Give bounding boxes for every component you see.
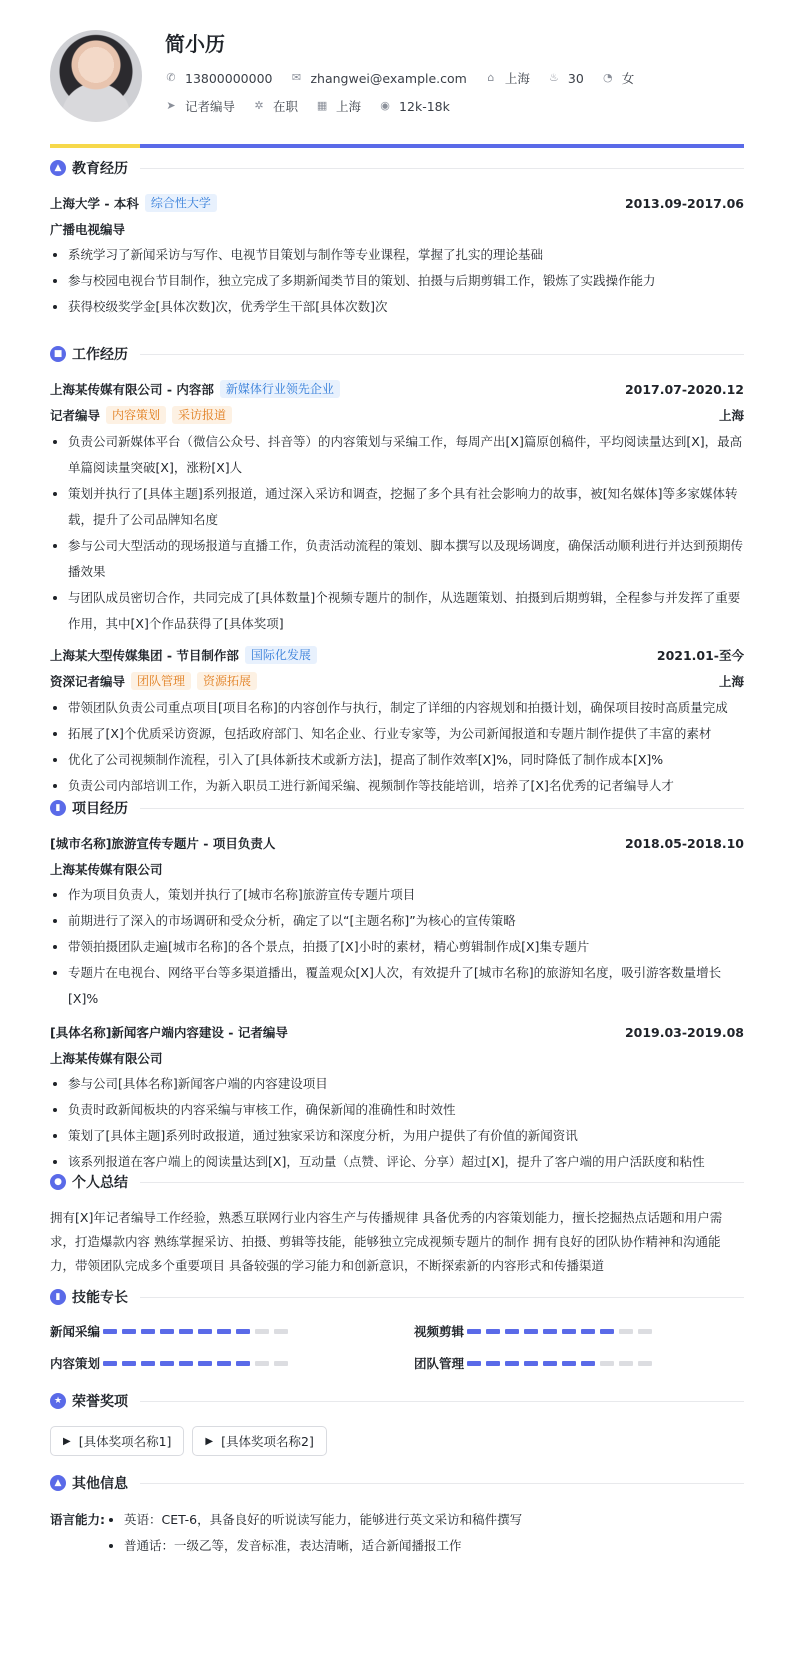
phone-text: 13800000000 xyxy=(185,70,273,86)
job-intent-row xyxy=(165,97,468,115)
skill-name: 视频剪辑 xyxy=(414,1324,465,1339)
user-icon: ● xyxy=(50,1174,66,1190)
skill-level-segment xyxy=(505,1361,519,1366)
status-text: 在职 xyxy=(273,99,299,114)
project-name: [具体名称]新闻客户端内容建设 - 记者编导 xyxy=(50,1025,288,1040)
skill-level-segment xyxy=(160,1329,174,1334)
skill-level-segment xyxy=(179,1329,193,1334)
list-item: 普通话：一级乙等，发音标准，表达清晰，适合新闻播报工作 xyxy=(106,1533,522,1559)
project-entry-head xyxy=(50,1022,744,1042)
other-info-section xyxy=(50,1473,744,1559)
section-header xyxy=(50,158,744,178)
company-text: 上海某大型传媒集团 - 节目制作部 xyxy=(50,648,239,663)
target-city-item xyxy=(316,97,361,115)
list-item: 英语：CET-6，具备良好的听说读写能力，能够进行英文采访和稿件撰写 xyxy=(106,1507,522,1533)
education-bullets xyxy=(50,242,744,320)
award-item[interactable] xyxy=(50,1426,184,1456)
job-bullets xyxy=(50,695,744,799)
role-tag: 内容策划 xyxy=(106,406,166,424)
section-divider xyxy=(140,1297,744,1298)
skill-level-segment xyxy=(562,1361,576,1366)
send-icon: ➤ xyxy=(166,99,176,112)
play-icon: ▶ xyxy=(205,1435,214,1447)
skill-level-segment xyxy=(619,1361,633,1366)
contact-row xyxy=(165,69,652,87)
skill-level-segment xyxy=(274,1361,288,1366)
job-date: 2021.01-至今 xyxy=(656,648,744,663)
major-text: 广播电视编导 xyxy=(50,222,126,237)
job-entry-head xyxy=(50,379,744,399)
skill-level-segment xyxy=(141,1329,155,1334)
status-item xyxy=(253,97,298,115)
skill-level-segment xyxy=(638,1329,652,1334)
skill-level-segment xyxy=(600,1361,614,1366)
skill-level-segment xyxy=(198,1329,212,1334)
section-header xyxy=(50,798,744,818)
list-item: 优化了公司视频制作流程，引入了[具体新技术或新方法]，提高了制作效率[X]%，同时降低了制作成本[X]% xyxy=(50,747,744,773)
job-role-row xyxy=(50,671,744,691)
list-item: 参与公司大型活动的现场报道与直播工作，负责活动流程的策划、脚本撰写以及现场调度，确保活动顺利进行并达到预期传播效果 xyxy=(50,533,744,585)
play-icon: ▶ xyxy=(63,1435,71,1447)
position-item xyxy=(165,97,235,115)
divider-accent-blue xyxy=(140,144,744,148)
salary-text: 12k-18k xyxy=(399,98,450,114)
org-text: 上海某传媒有限公司 xyxy=(50,862,163,877)
cake-icon: ♨ xyxy=(548,71,559,84)
skill-level-segment xyxy=(581,1361,595,1366)
school-text: 上海大学 - 本科 xyxy=(50,196,139,211)
role-text: 资深记者编导 xyxy=(50,674,126,689)
skill-item xyxy=(414,1322,744,1340)
mail-icon: ✉ xyxy=(291,71,302,84)
gender-text: 女 xyxy=(621,71,635,86)
language-block xyxy=(50,1507,744,1559)
section-title: 工作经历 xyxy=(72,347,128,363)
email-text: zhangwei@example.com xyxy=(310,70,467,86)
project-bullets xyxy=(50,1071,744,1175)
skill-level-segment xyxy=(236,1329,250,1334)
skill-level-segment xyxy=(467,1361,481,1366)
home-icon: ⌂ xyxy=(487,71,495,84)
section-title: 项目经历 xyxy=(72,801,128,817)
list-item: 负责时政新闻板块的内容采编与审核工作，确保新闻的准确性和时效性 xyxy=(50,1097,744,1123)
bar-chart-icon: ▮ xyxy=(50,800,66,816)
section-header xyxy=(50,1473,744,1493)
section-divider xyxy=(140,168,744,169)
skills-section xyxy=(50,1287,744,1372)
award-text: [具体奖项名称2] xyxy=(221,1434,314,1449)
skill-level-segment xyxy=(562,1329,576,1334)
company-name xyxy=(50,646,317,664)
list-item: 负责公司新媒体平台（微信公众号、抖音等）的内容策划与采编工作，每周产出[X]篇原创稿件，平均阅读量达到[X]，最高单篇阅读量突破[X]，涨粉[X]人 xyxy=(50,429,744,481)
work-section xyxy=(50,344,744,799)
company-tag: 国际化发展 xyxy=(245,646,317,664)
skill-level xyxy=(467,1361,657,1366)
section-title: 个人总结 xyxy=(72,1175,128,1191)
skill-level-segment xyxy=(198,1361,212,1366)
section-divider xyxy=(140,808,744,809)
skill-level-segment xyxy=(179,1361,193,1366)
section-header xyxy=(50,1172,744,1192)
coin-icon: ◉ xyxy=(380,99,390,112)
list-item: 专题片在电视台、网络平台等多渠道播出，覆盖观众[X]人次，有效提升了[城市名称]的旅游知名度，吸引游客数量增长[X]% xyxy=(50,960,744,1012)
skill-level-segment xyxy=(600,1329,614,1334)
job-role xyxy=(50,406,232,424)
gender-icon: ◔ xyxy=(602,71,613,84)
city-item xyxy=(485,69,530,87)
skill-level-segment xyxy=(619,1329,633,1334)
gear-icon: ✲ xyxy=(254,99,264,112)
avatar xyxy=(50,30,142,122)
education-section xyxy=(50,158,744,320)
skill-level-segment xyxy=(467,1329,481,1334)
section-divider xyxy=(140,1182,744,1183)
list-item: 参与公司[具体名称]新闻客户端的内容建设项目 xyxy=(50,1071,744,1097)
company-text: 上海某传媒有限公司 - 内容部 xyxy=(50,382,214,397)
role-tag: 采访报道 xyxy=(172,406,232,424)
project-date: 2019.03-2019.08 xyxy=(624,1024,744,1040)
skill-level-segment xyxy=(524,1329,538,1334)
skill-level-segment xyxy=(524,1361,538,1366)
award-item[interactable] xyxy=(192,1426,326,1456)
project-date: 2018.05-2018.10 xyxy=(624,835,744,851)
skill-level-segment xyxy=(122,1361,136,1366)
medal-icon: ★ xyxy=(50,1393,66,1409)
role-text: 记者编导 xyxy=(50,408,101,423)
briefcase-icon: ■ xyxy=(50,346,66,362)
education-date: 2013.09-2017.06 xyxy=(624,195,744,211)
section-title: 教育经历 xyxy=(72,161,128,177)
skill-level-segment xyxy=(255,1361,269,1366)
section-title: 其他信息 xyxy=(72,1476,128,1492)
section-divider xyxy=(140,1401,744,1402)
skill-name: 团队管理 xyxy=(414,1356,465,1371)
language-label: 语言能力: xyxy=(50,1512,105,1527)
org-text: 上海某传媒有限公司 xyxy=(50,1051,163,1066)
list-item: 与团队成员密切合作，共同完成了[具体数量]个视频专题片的制作，从选题策划、拍摄到后期剪辑，全程参与并发挥了重要作用，其中[X]个作品获得了[具体奖项] xyxy=(50,585,744,637)
resume-header xyxy=(50,0,744,146)
skill-level-segment xyxy=(160,1361,174,1366)
divider-accent-yellow xyxy=(50,144,140,148)
section-title: 荣誉奖项 xyxy=(72,1394,128,1410)
section-divider xyxy=(140,354,744,355)
role-tag: 团队管理 xyxy=(131,672,191,690)
target-city-text: 上海 xyxy=(336,99,362,114)
skill-level xyxy=(103,1329,293,1334)
list-item: 策划了[具体主题]系列时政报道，通过独家采访和深度分析，为用户提供了有价值的新闻资讯 xyxy=(50,1123,744,1149)
skill-level-segment xyxy=(236,1361,250,1366)
skill-item xyxy=(50,1322,380,1340)
company-tag: 新媒体行业领先企业 xyxy=(220,380,340,398)
skill-level-segment xyxy=(486,1329,500,1334)
phone-icon: ✆ xyxy=(166,71,176,84)
skill-level-segment xyxy=(638,1361,652,1366)
age-text: 30 xyxy=(567,70,584,86)
award-text: [具体奖项名称1] xyxy=(78,1434,172,1449)
skill-level-segment xyxy=(505,1329,519,1334)
skill-level xyxy=(103,1361,293,1366)
list-item: 参与校园电视台节目制作，独立完成了多期新闻类节目的策划、拍摄与后期剪辑工作，锻炼了实践操作能力 xyxy=(50,268,744,294)
skill-level-segment xyxy=(581,1329,595,1334)
school-name xyxy=(50,194,217,212)
skill-level-segment xyxy=(103,1361,117,1366)
project-org xyxy=(50,1048,744,1068)
list-item: 获得校级奖学金[具体次数]次，优秀学生干部[具体次数]次 xyxy=(50,294,744,320)
school-tag: 综合性大学 xyxy=(145,194,217,212)
list-item: 该系列报道在客户端上的阅读量达到[X]，互动量（点赞、评论、分享）超过[X]，提升了客户端的用户活跃度和粘性 xyxy=(50,1149,744,1175)
chart-icon: ▮ xyxy=(50,1289,66,1305)
skill-level-segment xyxy=(122,1329,136,1334)
skill-item xyxy=(414,1354,744,1372)
list-item: 前期进行了深入的市场调研和受众分析，确定了以“[主题名称]”为核心的宣传策略 xyxy=(50,908,744,934)
skill-level xyxy=(467,1329,657,1334)
job-location: 上海 xyxy=(718,674,744,689)
job-role xyxy=(50,672,257,690)
awards-section xyxy=(50,1391,744,1456)
skill-name: 新闻采编 xyxy=(50,1324,101,1339)
email-item xyxy=(290,71,466,86)
job-role-row xyxy=(50,405,744,425)
list-item: 带领拍摄团队走遍[城市名称]的各个景点，拍摄了[X]小时的素材，精心剪辑制作成[X]集专题片 xyxy=(50,934,744,960)
summary-text: 拥有[X]年记者编导工作经验，熟悉互联网行业内容生产与传播规律 具备优秀的内容策划能力，擅长挖掘热点话题和用户需求，打造爆款内容 熟练掌握采访、拍摄、剪辑等技能，能够独立完成视频专题片的制作 拥有良好的团队协作精神和沟通能力，带领团队完成多个重要项目 具备较强的学习能力和创新意识，不断探索新的内容形式和传播渠道 xyxy=(50,1210,723,1273)
awards-list xyxy=(50,1426,744,1456)
phone-item xyxy=(165,71,272,86)
major xyxy=(50,219,744,239)
list-item: 负责公司内部培训工作，为新入职员工进行新闻采编、视频制作等技能培训，培养了[X]名优秀的记者编导人才 xyxy=(50,773,744,799)
skill-level-segment xyxy=(543,1361,557,1366)
section-divider xyxy=(140,1483,744,1484)
header-divider xyxy=(50,144,744,148)
project-name: [城市名称]旅游宣传专题片 - 项目负责人 xyxy=(50,836,276,851)
info-icon: ▲ xyxy=(50,1475,66,1491)
gender-item xyxy=(602,69,635,87)
section-header xyxy=(50,1287,744,1307)
section-header xyxy=(50,1391,744,1411)
skill-level-segment xyxy=(103,1329,117,1334)
project-org xyxy=(50,859,744,879)
list-item: 带领团队负责公司重点项目[项目名称]的内容创作与执行，制定了详细的内容规划和拍摄计划，确保项目按时高质量完成 xyxy=(50,695,744,721)
position-text: 记者编导 xyxy=(185,99,236,114)
summary-section xyxy=(50,1172,744,1278)
project-bullets xyxy=(50,882,744,1012)
skills-grid xyxy=(50,1322,744,1372)
building-icon: ▦ xyxy=(316,99,328,112)
language-list xyxy=(106,1507,522,1559)
skill-level-segment xyxy=(217,1329,231,1334)
candidate-name: 简小历 xyxy=(165,32,225,56)
skill-level-segment xyxy=(255,1329,269,1334)
section-header xyxy=(50,344,744,364)
education-entry-head xyxy=(50,193,744,213)
skill-level-segment xyxy=(543,1329,557,1334)
section-title: 技能专长 xyxy=(72,1290,128,1306)
job-date: 2017.07-2020.12 xyxy=(624,381,744,397)
city-text: 上海 xyxy=(504,71,530,86)
project-entry-head xyxy=(50,833,744,853)
skill-name: 内容策划 xyxy=(50,1356,101,1371)
list-item: 系统学习了新闻采访与写作、电视节目策划与制作等专业课程，掌握了扎实的理论基础 xyxy=(50,242,744,268)
job-location: 上海 xyxy=(718,408,744,423)
company-name xyxy=(50,380,340,398)
graduation-cap-icon: ▲ xyxy=(50,160,66,176)
skill-level-segment xyxy=(217,1361,231,1366)
skill-level-segment xyxy=(141,1361,155,1366)
role-tag: 资源拓展 xyxy=(197,672,257,690)
skill-level-segment xyxy=(274,1329,288,1334)
skill-item xyxy=(50,1354,380,1372)
list-item: 拓展了[X]个优质采访资源，包括政府部门、知名企业、行业专家等，为公司新闻报道和专题片制作提供了丰富的素材 xyxy=(50,721,744,747)
age-item xyxy=(548,71,584,86)
project-section xyxy=(50,798,744,1175)
skill-level-segment xyxy=(486,1361,500,1366)
list-item: 作为项目负责人，策划并执行了[城市名称]旅游宣传专题片项目 xyxy=(50,882,744,908)
salary-item xyxy=(379,99,450,114)
job-bullets xyxy=(50,429,744,637)
job-entry-head xyxy=(50,645,744,665)
list-item: 策划并执行了[具体主题]系列报道，通过深入采访和调查，挖掘了多个具有社会影响力的故事，被[知名媒体]等多家媒体转载，提升了公司品牌知名度 xyxy=(50,481,744,533)
